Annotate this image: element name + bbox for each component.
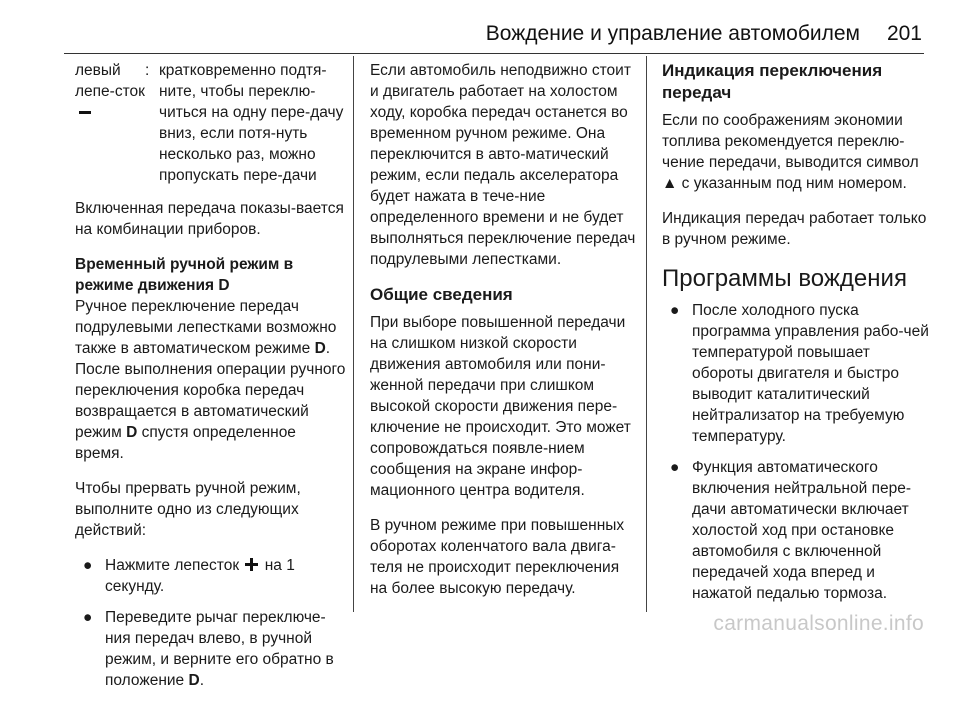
bullet-icon: ●	[670, 459, 680, 476]
paragraph: Если по соображениям экономии топлива рекомендуется переклю-чение передачи, выводится символ ▲ с указанным под ним номером.	[662, 112, 919, 192]
column-left	[75, 60, 347, 701]
list-item	[75, 555, 347, 597]
list-item	[662, 457, 932, 604]
column-divider	[353, 56, 354, 612]
definition-description: кратковременно подтя-ните, чтобы переклю-читься на одну пере-дачу вниз, если потя-нуть несколько раз, можно пропускать пере-дачи	[159, 62, 344, 184]
gear-d-label: D	[126, 424, 138, 441]
gear-d-label: D	[188, 672, 200, 689]
text-run: спустя определенное время.	[75, 424, 296, 462]
watermark: carmanualsonline.info	[713, 612, 924, 635]
paragraph	[75, 296, 347, 464]
minus-icon	[79, 111, 91, 114]
definition-term	[75, 60, 145, 186]
text-run: Переведите рычаг переключе-ния передач влево, в ручной режим, и верните его обратно в положение	[105, 609, 334, 689]
gear-d-label: D	[314, 340, 326, 357]
definition-left-paddle	[75, 60, 347, 186]
paragraph: Если автомобиль неподвижно стоит и двигатель работает на холостом ходу, коробка передач останется во временном ручном режиме. Она переключится в авто-матический режим, если педаль акселератора будет нажата в тече-ние определенного времени и не будет выполняться переключение передач подрулевыми лепестками.	[370, 62, 636, 268]
text-run: на 1 секунду.	[105, 557, 295, 595]
page-number: 201	[886, 22, 922, 45]
bullet-icon: ●	[670, 302, 680, 319]
header-rule	[64, 53, 924, 54]
page-header-title: Вождение и управление автомобилем	[485, 22, 860, 45]
text-run: . После выполнения операции ручного переключения коробка передач возвращается в автоматический режим	[75, 340, 346, 441]
bullet-list	[662, 300, 932, 604]
list-item-text: После холодного пуска программа управления рабо-чей температурой повышает обороты двигателя и быстро выводит каталитический нейтрализатор на требуемую температуру.	[692, 302, 929, 445]
section-heading: Общие сведения	[370, 285, 513, 304]
bullet-icon: ●	[83, 609, 93, 626]
paragraph: Чтобы прервать ручной режим, выполните одно из следующих действий:	[75, 480, 301, 539]
list-item-text	[105, 555, 347, 597]
plus-icon	[245, 558, 258, 571]
column-right	[662, 60, 932, 614]
column-divider	[646, 56, 647, 612]
paragraph: При выборе повышенной передачи на слишком низкой скорости движения автомобиля или пони-женной передачи при слишком высокой скорости движения пере-ключение не происходит. Это может сопровождаться появле-нием сообщения на экране инфор-мационного центра водителя.	[370, 314, 631, 499]
paragraph: Включенная передача показы-вается на комбинации приборов.	[75, 200, 344, 238]
page-header	[0, 0, 960, 56]
text-run: Ручное переключение передач подрулевыми лепестками возможно также в автоматическом режиме	[75, 298, 337, 357]
definition-separator: :	[145, 62, 150, 79]
paragraph: Индикация передач работает только в ручном режиме.	[662, 210, 927, 248]
definition-term-text: левый лепе-сток	[75, 62, 145, 100]
bullet-icon: ●	[83, 557, 93, 574]
text-run: .	[199, 672, 204, 689]
list-item-text: Функция автоматического включения нейтральной пере-дачи автоматически включает холостой ход при остановке автомобиля с включенной передачей хода вперед и нажатой педалью тормоза.	[692, 459, 911, 602]
section-heading: Индикация переключения передач	[662, 61, 883, 102]
list-item	[662, 300, 932, 447]
column-middle	[370, 60, 638, 613]
section-heading: Временный ручной режим в режиме движения D	[75, 256, 294, 294]
text-run: Нажмите лепесток	[105, 557, 244, 574]
paragraph: В ручном режиме при повышенных оборотах коленчатого вала двига-теля не происходит переключения на более высокую передачу.	[370, 517, 625, 597]
section-title: Программы вождения	[662, 265, 907, 292]
